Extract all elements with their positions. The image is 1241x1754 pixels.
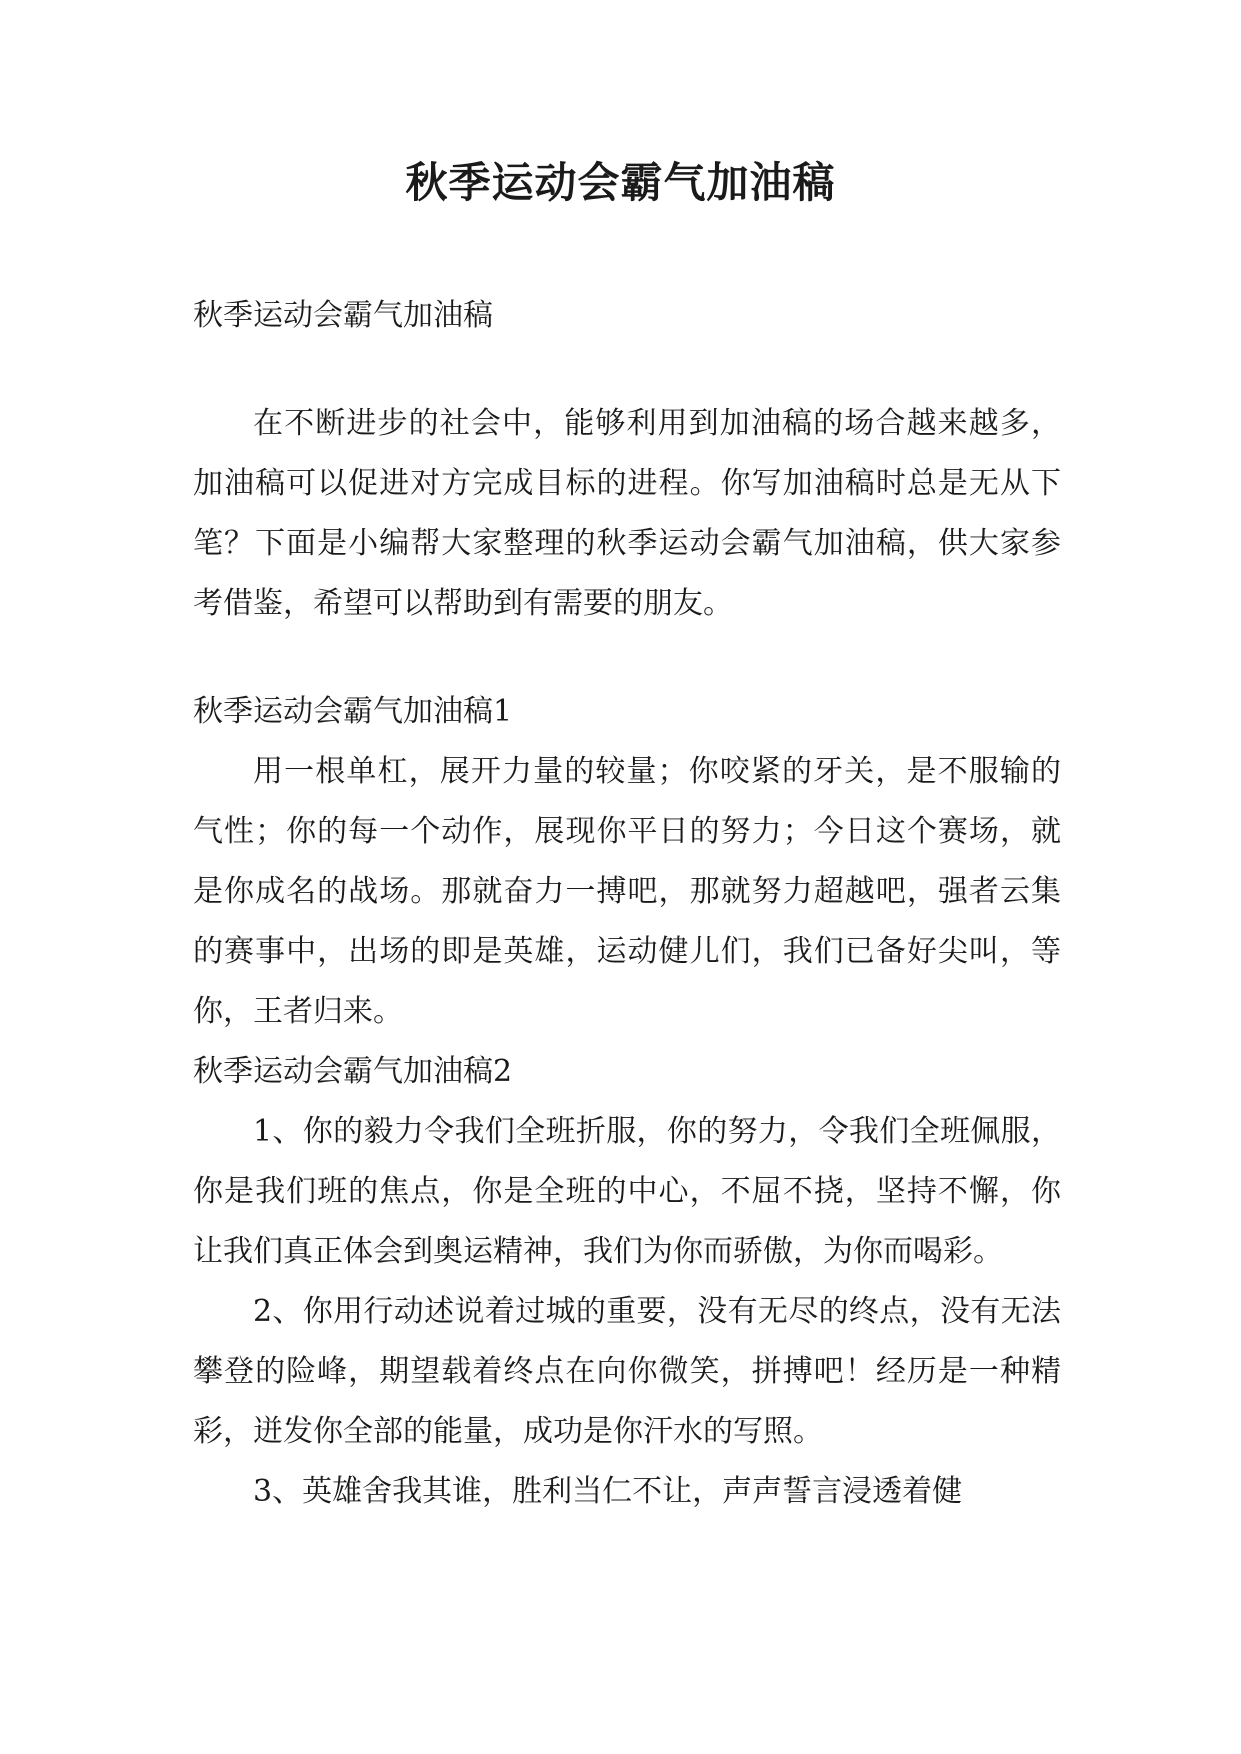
section-1-paragraph: 用一根单杠，展开力量的较量；你咬紧的牙关，是不服输的气性；你的每一个动作，展现你平日的努力；今日这个赛场，就是你成名的战场。那就奋力一搏吧，那就努力超越吧，强者云集的赛事中，出场的即是英雄，运动健儿们，我们已备好尖叫，等你，王者归来。 (193, 754, 1061, 1029)
spacer (193, 346, 1061, 394)
intro-paragraph: 在不断进步的社会中，能够利用到加油稿的场合越来越多，加油稿可以促进对方完成目标的进程。你写加油稿时总是无从下笔？下面是小编帮大家整理的秋季运动会霸气加油稿，供大家参考借鉴，希望可以帮助到有需要的朋友。 (193, 406, 1061, 621)
document-subtitle: 秋季运动会霸气加油稿 (193, 298, 493, 333)
section-heading-1: 秋季运动会霸气加油稿1 (193, 694, 513, 729)
document-title: 秋季运动会霸气加油稿 (405, 158, 836, 207)
section-2-paragraph-3: 3、英雄舍我其谁，胜利当仁不让，声声誓言浸透着健 (253, 1474, 963, 1509)
document-body (193, 286, 1061, 1522)
section-heading-2: 秋季运动会霸气加油稿2 (193, 1054, 513, 1089)
section-2-paragraph-2: 2、你用行动述说着过城的重要，没有无尽的终点，没有无法攀登的险峰，期望载着终点在向你微笑，拼搏吧！经历是一种精彩，迸发你全部的能量，成功是你汗水的写照。 (193, 1294, 1061, 1449)
section-2-paragraph-1: 1、你的毅力令我们全班折服，你的努力，令我们全班佩服，你是我们班的焦点，你是全班的中心，不屈不挠，坚持不懈，你让我们真正体会到奥运精神，我们为你而骄傲，为你而喝彩。 (193, 1114, 1061, 1269)
spacer (193, 634, 1061, 682)
